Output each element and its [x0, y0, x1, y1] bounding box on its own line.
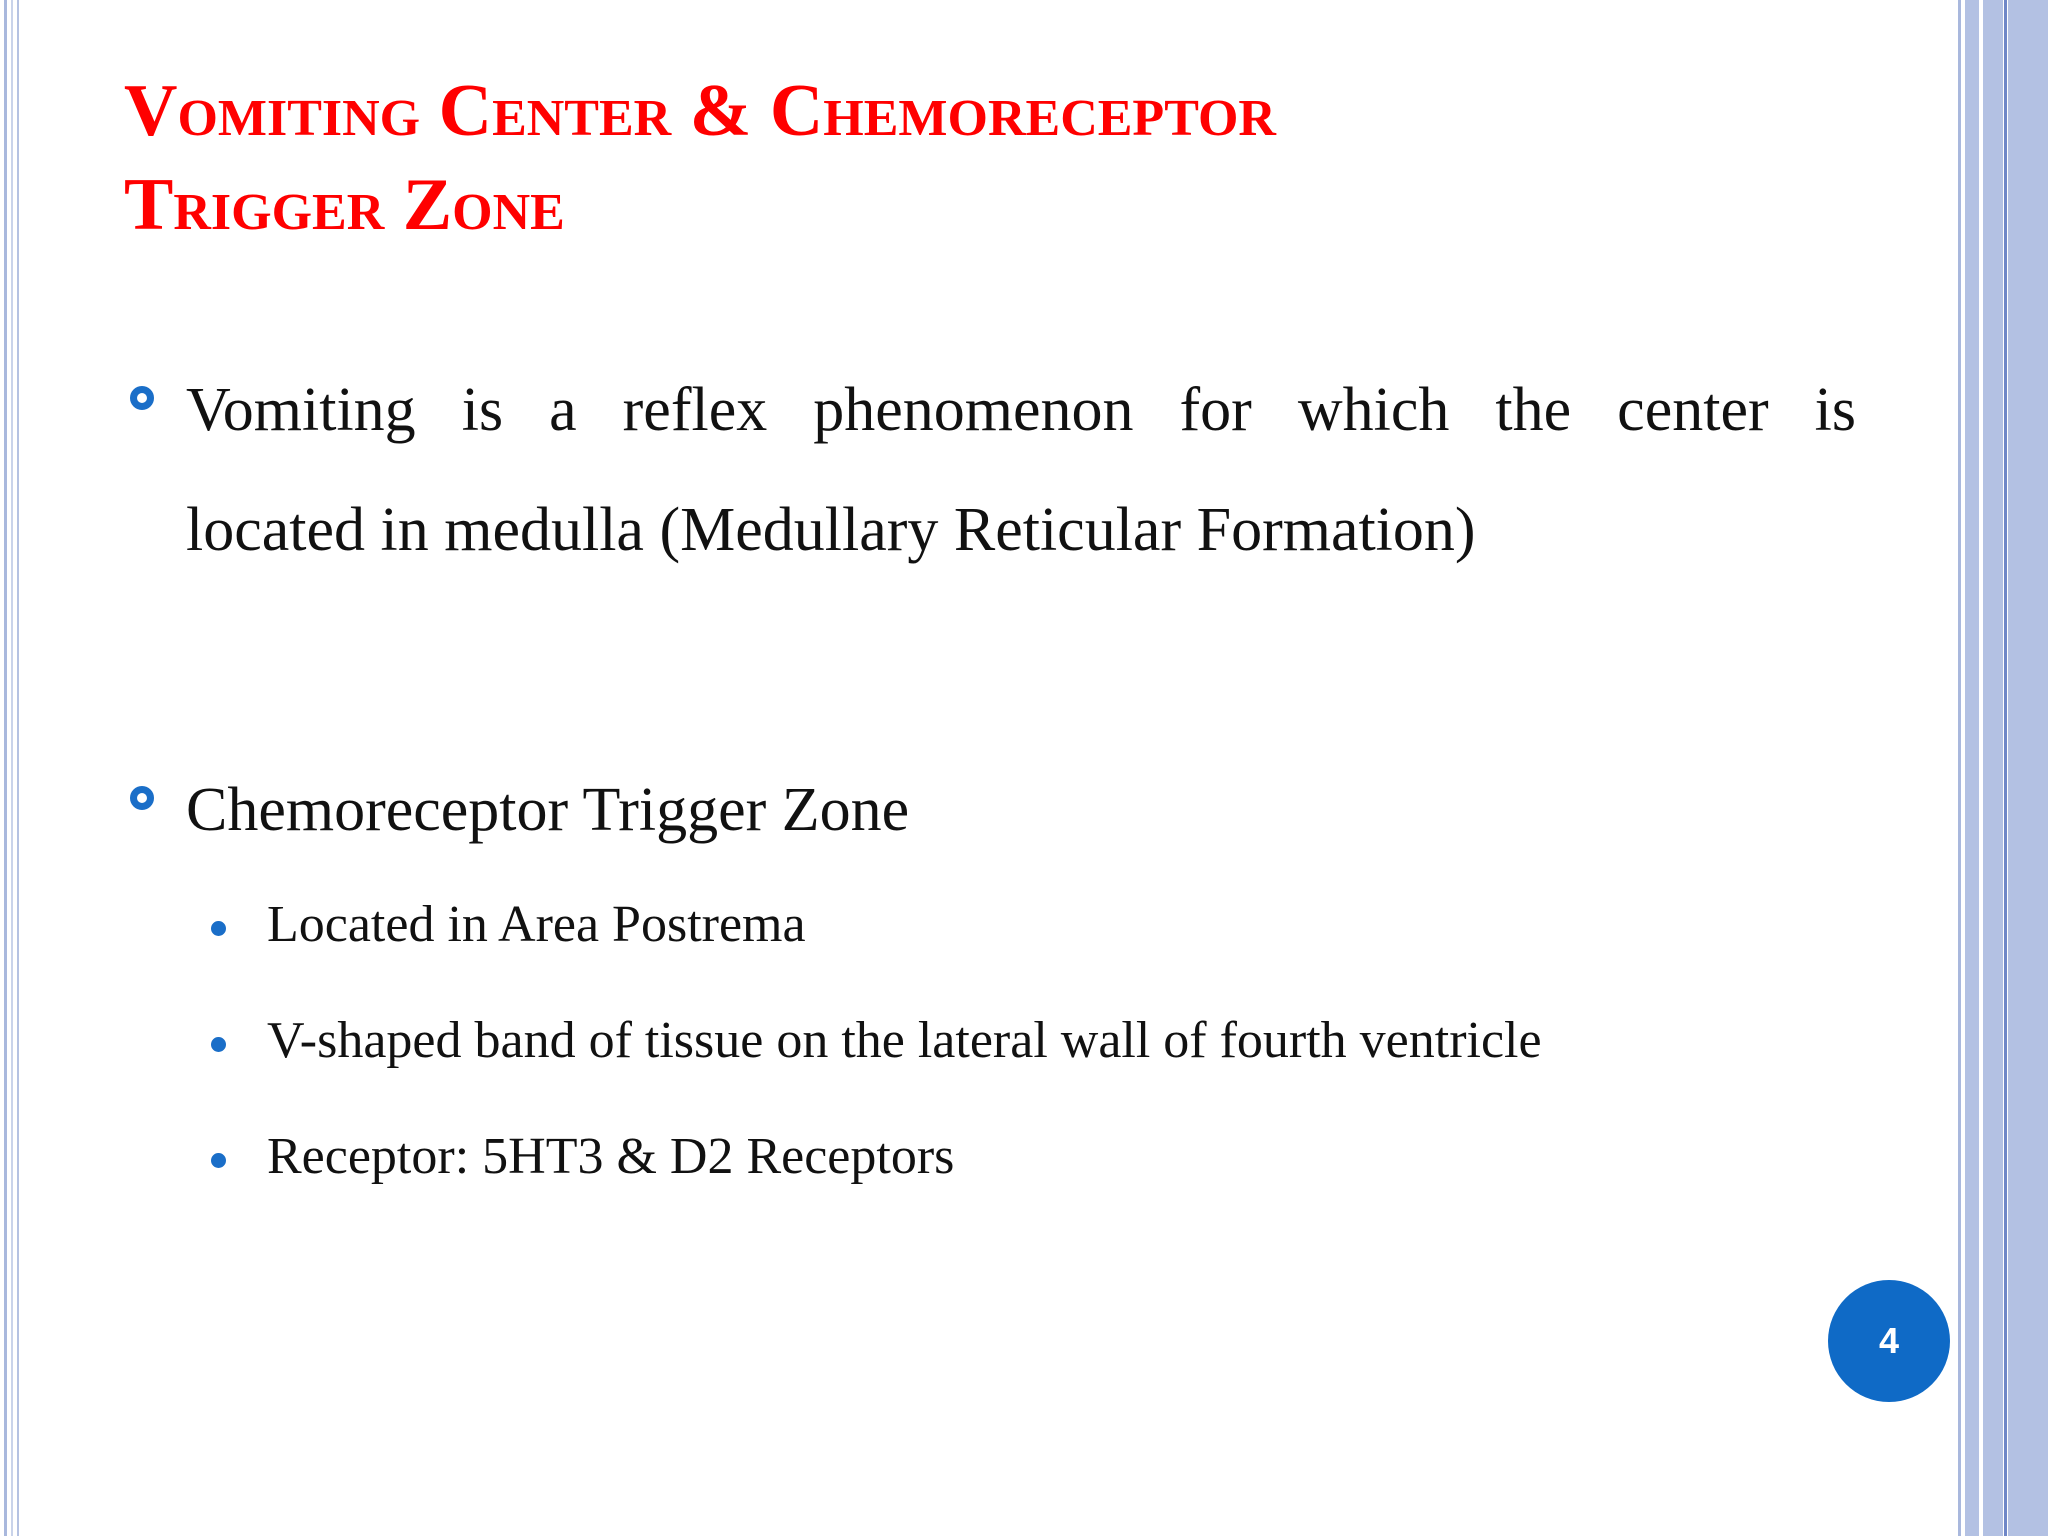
- left-border-line: [11, 0, 13, 1536]
- left-border-line: [17, 0, 19, 1536]
- sub-bullet-text: V-shaped band of tissue on the lateral wall of fourth ventricle: [267, 1012, 1542, 1069]
- right-border-band: [1965, 0, 1979, 1536]
- page-number-badge: 4: [1828, 1280, 1950, 1402]
- slide-title-line-1: Vomiting Center & Chemoreceptor: [124, 70, 1276, 152]
- dot-bullet-icon: [211, 1153, 226, 1168]
- right-border-line: [2004, 0, 2007, 1536]
- right-border-band: [1983, 0, 2003, 1536]
- dot-bullet-icon: [211, 921, 226, 936]
- left-border-line: [4, 0, 7, 1536]
- dot-bullet-icon: [211, 1037, 226, 1052]
- ring-bullet-icon: [130, 386, 154, 410]
- sub-bullet-list: [205, 885, 1805, 1233]
- sub-bullet-text: Receptor: 5HT3 & D2 Receptors: [267, 1128, 955, 1185]
- right-border-line: [1958, 0, 1961, 1536]
- sub-bullet-item: [205, 1001, 1805, 1117]
- bullet-text-line-1: Vomiting is a reflex phenomenon for which the center is: [186, 376, 1856, 444]
- bullet-text-line-2: located in medulla (Medullary Reticular Formation): [186, 496, 1476, 564]
- ring-bullet-icon: [130, 786, 154, 810]
- sub-bullet-item: [205, 1117, 1805, 1233]
- sub-bullet-item: [205, 885, 1805, 1001]
- bullet-text: [186, 350, 1856, 590]
- bullet-text: Chemoreceptor Trigger Zone: [186, 776, 910, 844]
- right-border-band: [2008, 0, 2048, 1536]
- sub-bullet-text: Located in Area Postrema: [267, 896, 806, 953]
- slide-title: [124, 64, 1824, 252]
- slide-title-line-2: Trigger Zone: [124, 164, 565, 246]
